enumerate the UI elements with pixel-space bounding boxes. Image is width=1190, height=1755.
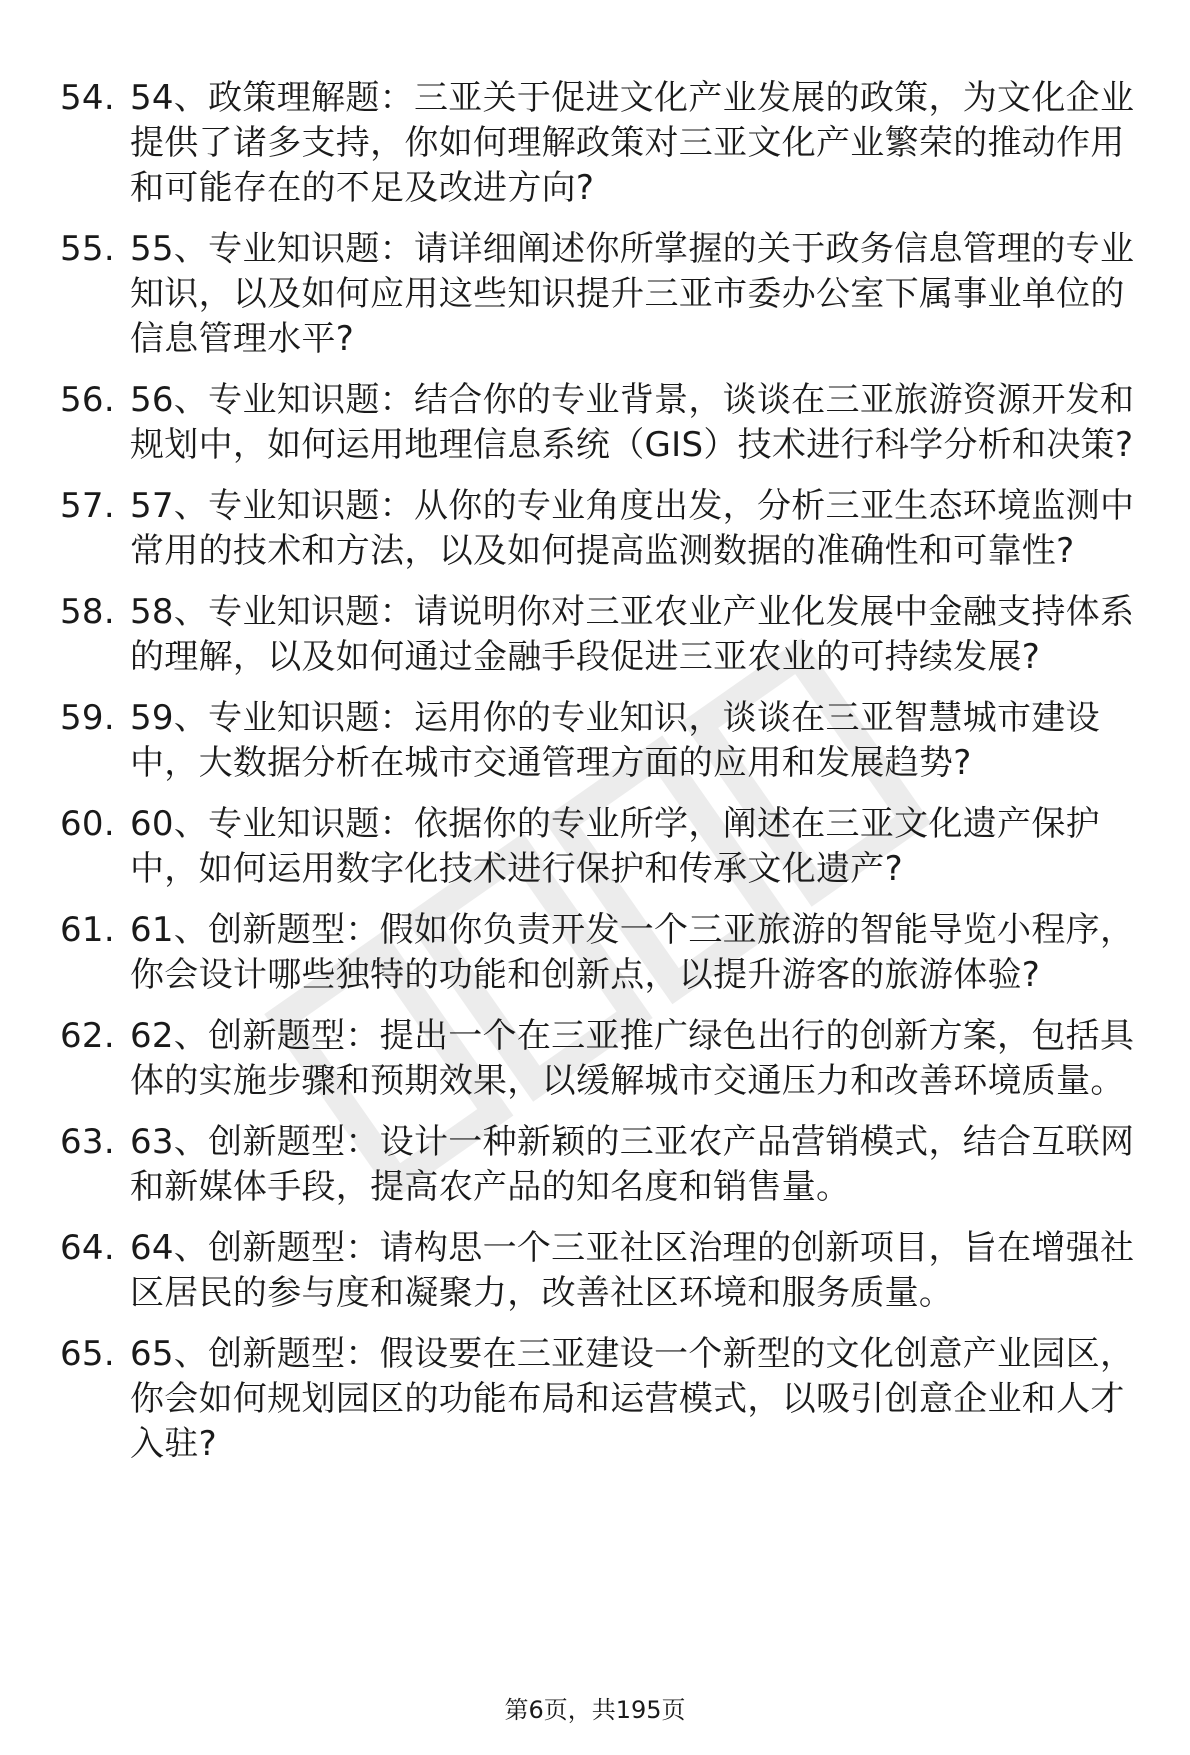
question-number: 56. xyxy=(60,380,115,420)
question-text: 54、政策理解题：三亚关于促进文化产业发展的政策，为文化企业提供了诸多支持，你如何理解政策对三亚文化产业繁荣的推动作用和可能存在的不足及改进方向? xyxy=(130,78,1135,208)
question-text: 61、创新题型：假如你负责开发一个三亚旅游的智能导览小程序，你会设计哪些独特的功能和创新点，以提升游客的旅游体验? xyxy=(130,910,1135,995)
question-text: 62、创新题型：提出一个在三亚推广绿色出行的创新方案，包括具体的实施步骤和预期效果，以缓解城市交通压力和改善环境质量。 xyxy=(130,1016,1135,1101)
question-text: 56、专业知识题：结合你的专业背景，谈谈在三亚旅游资源开发和规划中，如何运用地理信息系统（GIS）技术进行科学分析和决策? xyxy=(130,380,1135,465)
question-number: 62. xyxy=(60,1016,115,1056)
question-item xyxy=(60,1332,1150,1467)
question-item xyxy=(60,590,1150,680)
question-text: 64、创新题型：请构思一个三亚社区治理的创新项目，旨在增强社区居民的参与度和凝聚力，改善社区环境和服务质量。 xyxy=(130,1228,1135,1313)
page-footer: 第6页，共195页 xyxy=(504,1696,686,1724)
question-text: 55、专业知识题：请详细阐述你所掌握的关于政务信息管理的专业知识，以及如何应用这些知识提升三亚市委办公室下属事业单位的信息管理水平? xyxy=(130,229,1135,359)
question-number: 55. xyxy=(60,229,115,269)
question-text: 59、专业知识题：运用你的专业知识，谈谈在三亚智慧城市建设中，大数据分析在城市交通管理方面的应用和发展趋势? xyxy=(130,698,1100,783)
question-text: 63、创新题型：设计一种新颖的三亚农产品营销模式，结合互联网和新媒体手段，提高农产品的知名度和销售量。 xyxy=(130,1122,1135,1207)
question-item xyxy=(60,1226,1150,1316)
question-item xyxy=(60,484,1150,574)
question-number: 61. xyxy=(60,910,115,950)
question-number: 58. xyxy=(60,592,115,632)
question-item xyxy=(60,1014,1150,1104)
question-item xyxy=(60,802,1150,892)
question-text: 57、专业知识题：从你的专业角度出发，分析三亚生态环境监测中常用的技术和方法，以及如何提高监测数据的准确性和可靠性? xyxy=(130,486,1135,571)
question-number: 59. xyxy=(60,698,115,738)
question-item xyxy=(60,908,1150,998)
question-item xyxy=(60,227,1150,362)
question-number: 64. xyxy=(60,1228,115,1268)
question-number: 65. xyxy=(60,1334,115,1374)
question-text: 65、创新题型：假设要在三亚建设一个新型的文化创意产业园区，你会如何规划园区的功能布局和运营模式，以吸引创意企业和人才入驻? xyxy=(130,1334,1135,1464)
question-text: 60、专业知识题：依据你的专业所学，阐述在三亚文化遗产保护中，如何运用数字化技术进行保护和传承文化遗产? xyxy=(130,804,1100,889)
question-number: 60. xyxy=(60,804,115,844)
question-text: 58、专业知识题：请说明你对三亚农业产业化发展中金融支持体系的理解，以及如何通过金融手段促进三亚农业的可持续发展? xyxy=(130,592,1135,677)
question-item xyxy=(60,76,1150,211)
question-number: 54. xyxy=(60,78,115,118)
question-number: 57. xyxy=(60,486,115,526)
question-item xyxy=(60,1120,1150,1210)
question-number: 63. xyxy=(60,1122,115,1162)
question-item xyxy=(60,696,1150,786)
question-list xyxy=(60,76,1150,1483)
question-item xyxy=(60,378,1150,468)
